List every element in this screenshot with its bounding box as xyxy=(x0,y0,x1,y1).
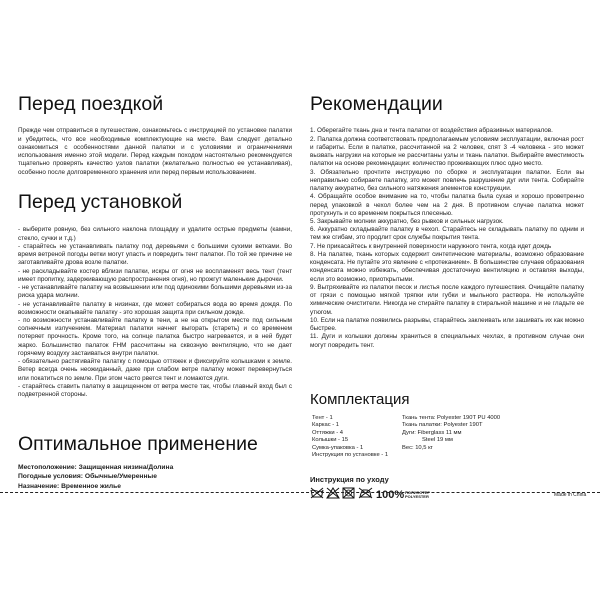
recommend-item: 4. Обращайте особое внимание на то, чтобы палатка была сухая и хорошо проветренно перед упаковкой в чехол более чем на 2 дня. В противном случае палатка может протухнуть и со временем покрыться плесенью. xyxy=(310,193,584,217)
setup-item: - не устанавливайте палатку в низинах, где может собираться вода во время дождя. По возможности окапывайте палатку - это хорошая защита при сильном дожде. xyxy=(18,300,292,316)
kit-item: Каркас - 1 xyxy=(312,422,339,429)
kit-spec: Дуги: Fiberglass 11 мм xyxy=(402,429,462,436)
usage-row: Погодные условия: Обычные/Умеренные xyxy=(18,473,157,481)
recommend-item: 6. Аккуратно складывайте палатку в чехол. Старайтесь не складывать палатку по одним и тем же сгибам, это продлит срок службы покрытия тента. xyxy=(310,226,584,242)
setup-item: - старайтесь ставить палатку в защищенном от ветра месте так, чтобы главный вход был с подветренной стороны. xyxy=(18,382,292,399)
cut-line-divider xyxy=(0,492,600,493)
recommend-section xyxy=(310,94,584,350)
recommend-item: 5. Закрывайте молнии аккуратно, без рывков и сильных нагрузок. xyxy=(310,218,504,226)
kit-item: Оттяжки - 4 xyxy=(312,429,343,436)
setup-section xyxy=(18,192,292,399)
kit-spec: Ткань тента: Polyester 190T PU 4000 xyxy=(402,414,501,421)
recommend-item: 2. Палатка должна соответствовать предполагаемым условиям эксплуатации, включая рост и габариты. Если в палатке, рассчитанной на 2 человек, спят 3 -4 человека - это может вызвать нагрузки на которые не рассчитаны узлы и ткань палатки. Выбирайте вместимость палатки на основе рекомендации: количество проживающих плюс одно место. xyxy=(310,135,584,168)
kit-spec: Steel 19 мм xyxy=(422,437,453,444)
recommend-item: 3. Обязательно прочтите инструкцию по сборке и эксплуатации палатки. Если вы неправильно собираете палатку, это может повлечь разрушение дуг или тента. Собирайте палатку аккуратно, без сильного натяжения элементов конструкции. xyxy=(310,168,584,193)
kit-spec: Ткань палатки: Polyester 190T xyxy=(402,422,483,429)
kit-item: Тент - 1 xyxy=(312,414,333,421)
setup-item: - обязательно растягивайте палатку с помощью оттяжек и фиксируйте колышками к земле. Ветер всегда очень неожиданный, даже при слабом ветре палатку может перевернуться или покатиться по земле. При этом часто рвется тент и ломаются дуги. xyxy=(18,358,292,382)
percent-value: 100% xyxy=(376,488,405,501)
usage-list xyxy=(18,463,258,490)
usage-section xyxy=(18,434,258,491)
recommend-item: 10. Если на палатке появились разрывы, старайтесь заклеивать или зашивать их как можно быстрее. xyxy=(310,316,584,333)
made-in-label: Made in China xyxy=(554,491,587,498)
recommend-title: Рекомендации xyxy=(310,93,443,115)
kit-item: Инструкция по установке - 1 xyxy=(312,452,389,459)
setup-list xyxy=(18,226,292,399)
recommend-item: 1. Оберегайте ткань дна и тента палатки от воздействия абразивных материалов. xyxy=(310,127,553,135)
trip-title: Перед поездкой xyxy=(18,93,164,115)
recommend-item: 8. На палатке, ткань которых содержит синтетические материалы, возможно образование конденсата. Не путайте это явление с «протеканием». В большинстве случаев образования конденсата можно избежать, обеспечивая достаточную вентиляцию и оставляя выходы, если это возможно, приоткрытыми. xyxy=(310,250,584,283)
care-title: Инструкция по уходу xyxy=(310,474,389,484)
care-icons-row xyxy=(310,487,587,509)
kit-items xyxy=(312,415,388,460)
usage-row: Назначение: Временное жилье xyxy=(18,482,121,490)
kit-item: Колышки - 15 xyxy=(312,437,349,444)
recommend-item: 11. Дуги и колышки должны храниться в специальных чехлах, в противном случае они могут повредить тент. xyxy=(310,333,584,349)
kit-spec: Вес: 10,5 кг xyxy=(402,444,433,451)
right-column xyxy=(310,93,587,501)
kit-item: Сумка-упаковка - 1 xyxy=(312,444,364,451)
percent-material: ПОЛИЭСТЕР POLYESTER xyxy=(405,489,430,499)
usage-row: Местоположение: Защищенная низина/Долина xyxy=(18,464,174,472)
setup-item: - старайтесь не устанавливать палатку под деревьями с большими сухими ветками. Во время ветреной погоды ветки могут упасть и повредить тент палатки. По той же причине не заготавливайте дрова возле палатки. xyxy=(18,242,292,267)
kit-specs xyxy=(402,415,500,453)
setup-title: Перед установкой xyxy=(18,191,183,213)
recommend-item: 9. Вытряхивайте из палатки песок и листья после каждого путешествия. Очищайте палатку от грязи с помощью мягкой тряпки или губки и мыльного раствора. Не используйте химические очистители. Никогда не стирайте палатку в стиральной машине и не гладьте ее утюгом. xyxy=(310,283,584,316)
setup-item: - не устанавливайте палатку на возвышении или под одинокими большими деревьями из-за риска удара молнии. xyxy=(18,284,292,300)
usage-title: Оптимальное применение xyxy=(18,433,258,455)
trip-section xyxy=(18,94,292,177)
kit-title: Комплектация xyxy=(310,391,410,408)
kit-list xyxy=(310,415,584,473)
recommend-item: 7. Не прикасайтесь к внутренней поверхности наружного тента, когда идет дождь xyxy=(310,242,552,250)
recommend-list xyxy=(310,127,584,349)
setup-item: - выберите ровную, без сильного наклона площадку и удалите острые предметы (камни, стекло, сучки и т.д.) xyxy=(18,226,292,242)
trip-text: Прежде чем отправиться в путешествие, ознакомьтесь с инструкцией по установке палатки и убедитесь, что все необходимые комплектующие на месте. Вам следует детально ознакомиться с особенностями данной палатки и с условиями и ограничениями использования именно этой модели. Перед каждым походом настоятельно рекомендуется тщательно проверять качество узлов палатки (желательно полностью ее устанавливая), особенно после долговременного хранения или перед первым использованием. xyxy=(18,127,292,176)
setup-item: - по возможности устанавливайте палатку в тени, а не на открытом месте под сильным солнечным излучением. Материал палатки начнет выгорать (стареть) и со временем потеряет прочность. Кроме того, на солнце палатка быстро нагревается, и в ней будет жарко. Большинство палаток FHM рассчитаны на сквозную вентиляцию, что не дает горячему воздуху застаиваться внутри палатки. xyxy=(18,317,292,357)
setup-item: - не раскладывайте костер вблизи палатки, искры от огня не воспламенят весь тент (тент имеет пропитку, задерживающую распространения огня), но прожгут маленькие дырочки. xyxy=(18,267,292,283)
